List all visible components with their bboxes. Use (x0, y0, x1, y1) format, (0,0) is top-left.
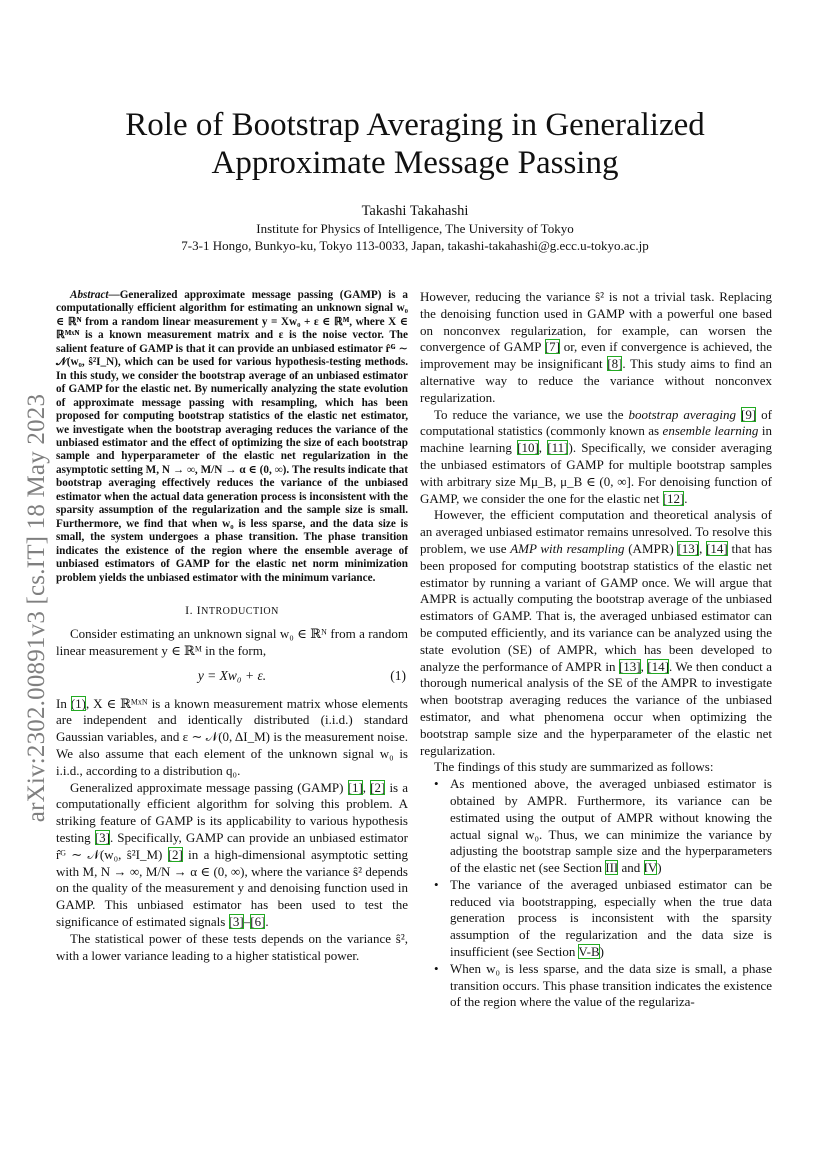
bullet-marker: • (434, 876, 439, 892)
finding-item (420, 877, 772, 961)
text-run: , (538, 440, 548, 456)
text-run: in machine learning (420, 423, 772, 456)
emphasis-text: ensemble learning (662, 423, 759, 439)
text-run: However, the efficient computation and theoretical analysis of an averaged unbiased estimator remains unresolved. To resolve this problem, we use (420, 507, 772, 556)
left-column (56, 289, 408, 964)
text-run: of computational statistics (commonly known as (420, 406, 772, 439)
text-run: – (243, 913, 251, 929)
paper-title: Role of Bootstrap Averaging in Generalized Approximate Message Passing (125, 107, 705, 181)
abstract-text: —Generalized approximate message passing (GAMP) is a computationally efficient algorithm for estimating an unknown signal w₀ ∈ ℝᴺ from a random linear measurement y = Xw₀ + ε ∈ ℝᴹ, where X ∈ ℝᴹˣᴺ is a known measurement matrix and ε is the noise vector. The salient feature of GAMP is that it can provide an unbiased estimator r̂ᴳ ∼ 𝒩(w₀, ŝ²I_N), which can be used for various hypothesis-testing methods. In this study, we consider the bootstrap average of an unbiased estimator of GAMP for the elastic net. By numerically analyzing the state evolution of approximate message passing with resampling, which has been proposed for computing bootstrap statistics of the elastic net estimator, we investigate when the bootstrap averaging reduces the variance of the unbiased estimator and the effect of optimizing the size of each bootstrap sample and hyperparameter of the elastic net regularization in the asymptotic setting M, N → ∞, M/N → α ∈ (0, ∞). The results indicate that bootstrap averaging effectively reduces the variance of the unbiased estimator when the actual data generation process is inconsistent with the sparsity assumption of the regularization and the sample size is small. Furthermore, we find that when w₀ is less sparse, and the data size is small, the system undergoes a phase transition. The phase transition indicates the existence of the region where the ensemble average of unbiased estimators of GAMP for the elastic net norm minimization problem yields the unbiased estimator with the minimum variance. (56, 289, 408, 584)
citation-link[interactable]: [13] (677, 540, 700, 556)
section-reference-link[interactable]: III (605, 860, 619, 876)
citation-link[interactable]: [13] (618, 658, 641, 674)
section-reference-link[interactable]: V-B (578, 944, 600, 960)
text-run: ). Specifically, we consider averaging the unbiased estimators of GAMP for multiple bootstrap samples with arbitrary size Mμ_B, μ_B ∈ (0, ∞]. For denoising function of GAMP, we consider the one for the elastic net (420, 440, 772, 506)
text-run: ) (657, 860, 662, 876)
intro-paragraph-3 (56, 780, 408, 931)
right-paragraph-3 (420, 507, 772, 759)
text-run: When w₀ is less sparse, and the data size is small, a phase transition occurs. This phase transition indicates the existence of the region where the value of the regulariza- (450, 960, 772, 1010)
text-run: Generalized approximate message passing (GAMP) (70, 779, 348, 795)
text-run: In (56, 695, 71, 711)
citation-link[interactable]: [11] (547, 440, 569, 456)
text-run: in a high-dimensional asymptotic setting with M, N → ∞, M/N → α ∈ (0, ∞), where the variance ŝ² depends on the quality of the measurement y and denoising function used in GAMP. This unbiased estimator has been used to test the significance of estimated signals (56, 846, 408, 929)
section-heading-introduction (56, 603, 408, 618)
citation-link[interactable]: [14] (706, 540, 728, 556)
text-run: that has been proposed for computing bootstrap statistics of the elastic net estimator by running a variant of GAMP once. We will argue that AMPR is actually computing the bootstrap average of the unbiased estimators of GAMP. That is, the averaged unbiased estimator can be computed efficiently, and its variance can be analyzed using the state evolution (SE) of AMPR, which has been developed to analyze the performance of AMPR in (420, 540, 773, 674)
text-run: (AMPR) (624, 540, 678, 556)
text-run: , (699, 540, 707, 556)
citation-link[interactable]: [6] (250, 913, 266, 929)
emphasis-text: bootstrap averaging (628, 406, 737, 422)
finding-item (420, 776, 772, 877)
equation-number: (1) (390, 667, 406, 683)
right-paragraph-2 (420, 407, 772, 508)
equation-reference-link[interactable]: (1) (70, 695, 86, 711)
text-run: , X ∈ ℝᴹˣᴺ is a known measurement matrix whose elements are independent and identically distributed (i.i.d.) standard Gaussian variables, and ε ∼ 𝒩(0, ΔI_M) is the measurement noise. We also assume that each element of the unknown signal w₀ is i.i.d., according to a distribution q₀. (56, 695, 408, 778)
text-run: . Specifically, GAMP can provide an unbiased estimator r̂ᴳ ∼ 𝒩(w₀, ŝ²I_M) (56, 829, 408, 862)
right-paragraph-1 (420, 289, 772, 407)
equation-body: y = Xw₀ + ε. (197, 667, 267, 683)
abstract-lead: Abstract (70, 289, 109, 301)
equation-1 (56, 666, 408, 690)
intro-paragraph-2 (56, 696, 408, 780)
citation-link[interactable]: [2] (167, 846, 183, 862)
text-run: However, reducing the variance ŝ² is not a trivial task. Replacing the denoising function used in GAMP with a powerful one based on nonconvex regularization, for example, can worsen the convergence of GAMP (420, 289, 772, 355)
arxiv-identifier-stamp (22, 368, 52, 848)
abstract (56, 289, 408, 585)
author-affiliation: Institute for Physics of Intelligence, The University of Tokyo (256, 221, 574, 236)
text-run: . (684, 490, 688, 506)
text-run: To reduce the variance, we use the (434, 406, 629, 422)
author-name: Takashi Takahashi (361, 203, 469, 219)
section-reference-link[interactable]: IV (643, 860, 658, 876)
text-run: As mentioned above, the averaged unbiased estimator is obtained by AMPR. Furthermore, its variance can be estimated using the output of AMPR without knowing the actual signal w₀. Thus, we can minimize the variance by adjusting the bootstrap sample size and the hyperparameters of the elastic net (see Section (450, 776, 772, 876)
text-run: The variance of the averaged unbiased estimator can be reduced via bootstrapping, especially when the true data generation process is inconsistent with the sparsity assumption of the regularization and the data size is insufficient (see Section (450, 876, 772, 960)
arxiv-identifier-text: arXiv:2302.00891v3 [cs.IT] 18 May 2023 (23, 393, 50, 823)
text-run: . We then conduct a thorough numerical analysis of the SE of the AMPR to investigate when bootstrap averaging reduces the variance of the unbiased estimator, and what phenomena occur when optimizing the bootstrap sample size and the hyperparameter of the elastic net regularization. (420, 658, 772, 758)
right-paragraph-4: The findings of this study are summarized as follows: (434, 759, 714, 775)
citation-link[interactable]: [2] (370, 779, 386, 795)
intro-paragraph-4: The statistical power of these tests depends on the variance ŝ², with a lower variance leading to a higher statistical power. (56, 930, 408, 963)
section-title-rest: NTRODUCTION (201, 605, 279, 617)
citation-link[interactable]: [8] (607, 356, 623, 372)
citation-link[interactable]: [3] (228, 913, 244, 929)
citation-link[interactable]: [1] (347, 779, 363, 795)
author-address-email: 7-3-1 Hongo, Bunkyo-ku, Tokyo 113-0033, Japan, takashi-takahashi@g.ecc.u-tokyo.ac.jp (181, 238, 649, 253)
text-run: ) (599, 944, 604, 960)
finding-item (420, 961, 772, 1011)
text-run: . (265, 913, 269, 929)
citation-link[interactable]: [7] (544, 339, 560, 355)
text-run: , (640, 658, 648, 674)
bullet-marker: • (434, 960, 439, 976)
section-number: I. (185, 602, 194, 617)
intro-paragraph-1: Consider estimating an unknown signal w₀ ∈ ℝᴺ from a random linear measurement y ∈ ℝᴹ in the form, (56, 625, 408, 658)
text-run: and (618, 860, 644, 876)
citation-link[interactable]: [14] (647, 658, 669, 674)
citation-link[interactable]: [12] (662, 490, 685, 506)
citation-link[interactable]: [9] (741, 406, 757, 422)
text-run: is a computationally efficient algorithm for solving this problem. A striking feature of GAMP is its applicability to various hypothesis testing (56, 779, 408, 845)
findings-list (420, 776, 772, 1011)
emphasis-text: AMP with resampling (510, 540, 625, 556)
section-title-initial: I (196, 602, 202, 617)
citation-link[interactable]: [10] (517, 440, 539, 456)
text-run: , (362, 779, 371, 795)
citation-link[interactable]: [3] (94, 829, 110, 845)
right-column (420, 289, 772, 1011)
bullet-marker: • (434, 776, 439, 792)
text-run: or, even if convergence is achieved, the improvement may be insignificant (420, 339, 773, 372)
text-run: . This study aims to find an alternative way to reduce the variance without nonconvex regularization. (420, 356, 772, 405)
